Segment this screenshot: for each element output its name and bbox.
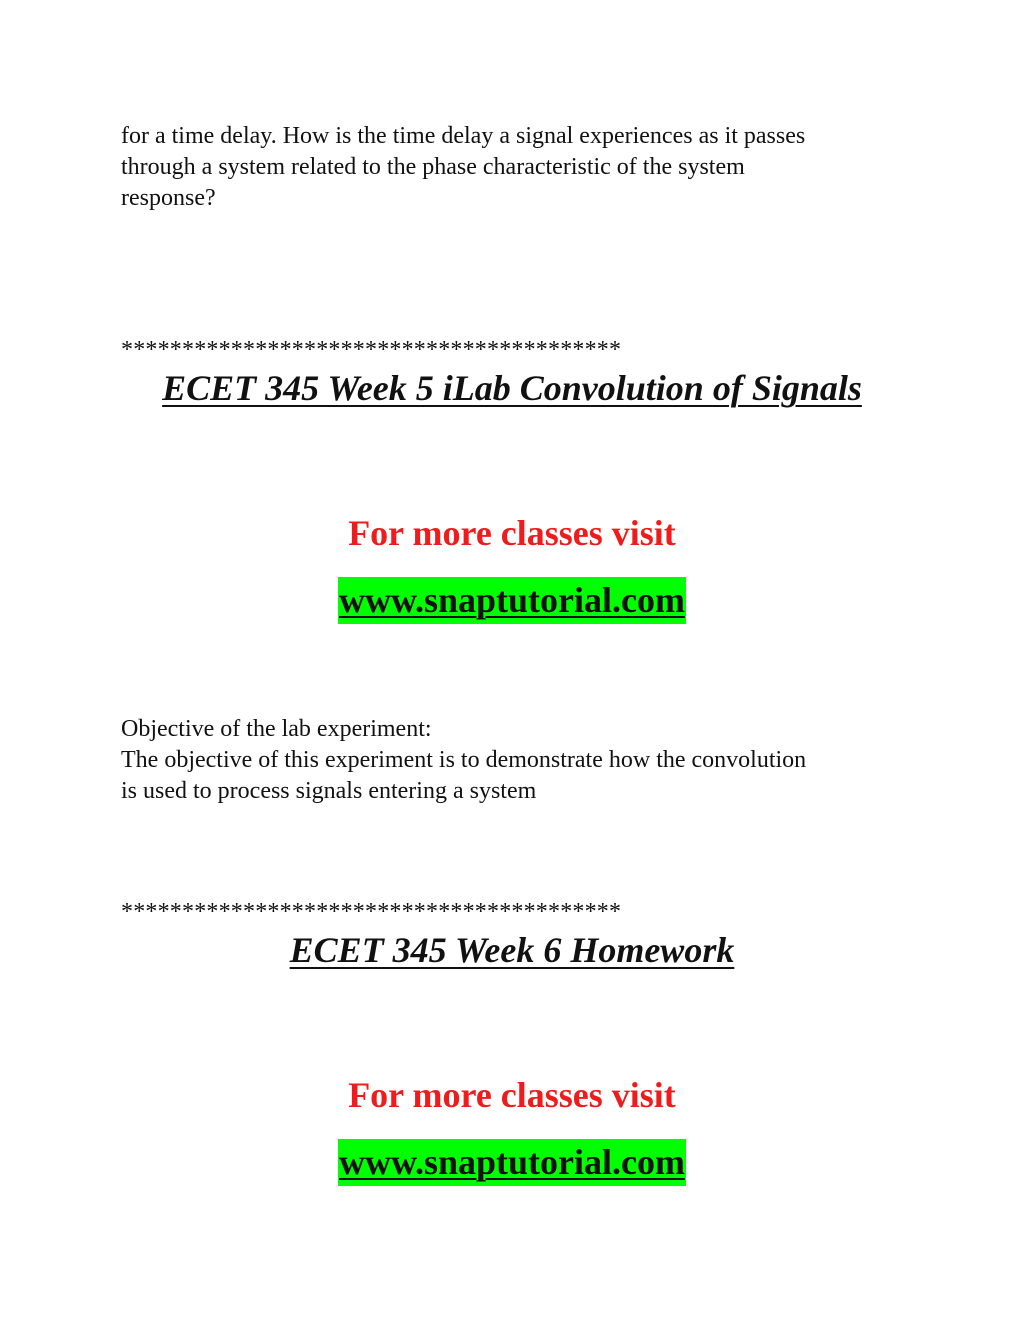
section-title-week5 — [0, 366, 1024, 410]
section-title-week6-text: ECET 345 Week 6 Homework — [289, 930, 735, 970]
snaptutorial-link-week6[interactable]: www.snaptutorial.com — [338, 1139, 686, 1186]
intro-paragraph — [121, 121, 911, 214]
intro-line: through a system related to the phase characteristic of the system — [121, 154, 745, 180]
promo-text-week6: For more classes visit — [348, 1075, 676, 1115]
separator-stars-2: ***************************************** — [121, 899, 622, 925]
promo-text-week5: For more classes visit — [348, 513, 676, 553]
intro-line: response? — [121, 185, 216, 211]
separator-stars: ***************************************** — [121, 337, 622, 363]
objective-paragraph — [121, 714, 911, 807]
intro-line: for a time delay. How is the time delay a signal experiences as it passes — [121, 123, 806, 149]
link-wrap-week5 — [0, 577, 1024, 624]
section-title-week6 — [0, 928, 1024, 972]
link-wrap-week6 — [0, 1139, 1024, 1186]
snaptutorial-link-week5[interactable]: www.snaptutorial.com — [338, 577, 686, 624]
objective-line: The objective of this experiment is to demonstrate how the convolution — [121, 747, 807, 773]
objective-line: is used to process signals entering a system — [121, 778, 537, 804]
section-title-week5-text: ECET 345 Week 5 iLab Convolution of Signals — [162, 368, 862, 408]
objective-line: Objective of the lab experiment: — [121, 716, 432, 742]
